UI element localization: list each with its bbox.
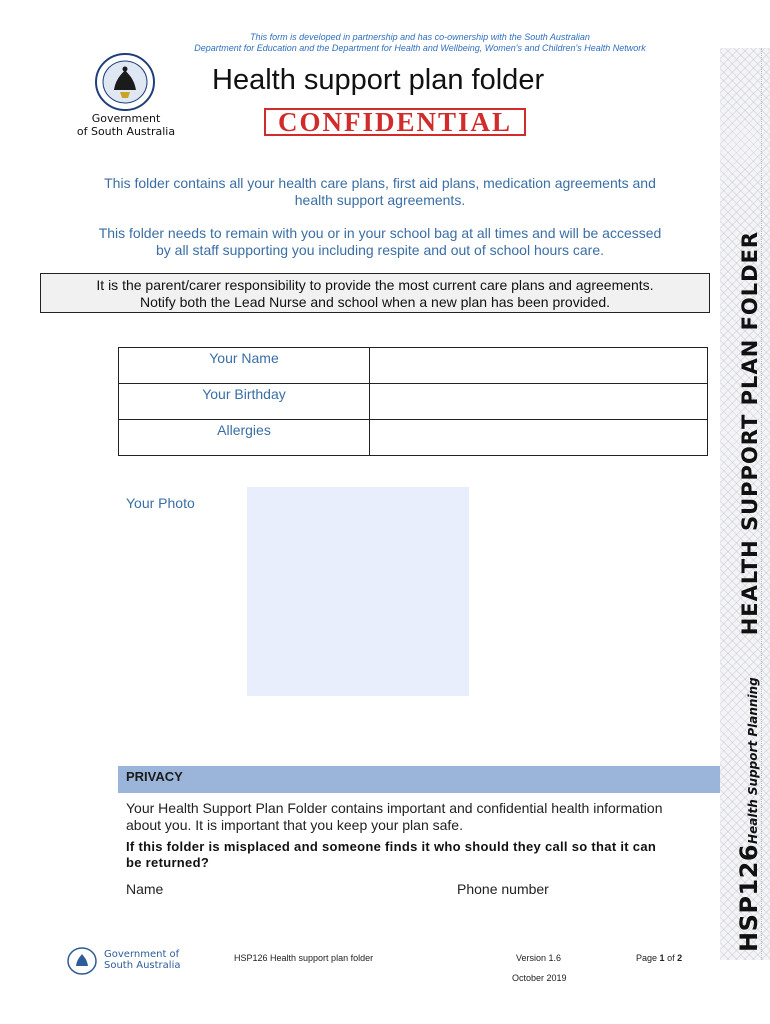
responsibility-line-2: Notify both the Lead Nurse and school when a new plan has been provided.: [139, 294, 611, 310]
contact-phone-label: Phone number: [457, 881, 549, 897]
table-row: [119, 384, 708, 420]
footer-gov-line-2: South Australia: [104, 960, 181, 971]
government-of-south-australia-text: [60, 112, 192, 138]
contact-name-label: Name: [126, 881, 164, 897]
page-prefix: Page: [636, 953, 658, 963]
intro-p1-line-2: health support agreements.: [294, 192, 466, 208]
student-details-table: [118, 347, 708, 456]
confidential-stamp: CONFIDENTIAL: [264, 108, 526, 136]
intro-p2-line-1: This folder needs to remain with you or in your school bag at all times and will be accessed: [98, 225, 662, 241]
your-name-field[interactable]: [370, 348, 708, 384]
government-crest-logo: [92, 52, 158, 112]
page-total: 2: [677, 953, 683, 963]
your-birthday-label: Your Birthday: [119, 384, 370, 420]
footer-version: Version 1.6: [516, 953, 562, 963]
your-name-label: Your Name: [119, 348, 370, 384]
partnership-note-line-2: Department for Education and the Department for Health and Wellbeing, Women's and Children's Health Network: [194, 43, 646, 53]
partnership-note-line-1: This form is developed in partnership and has co-ownership with the South Australian: [250, 32, 590, 42]
page-title: Health support plan folder: [212, 64, 545, 96]
privacy-question: [126, 839, 732, 871]
privacy-text-line-1: Your Health Support Plan Folder contains important and confidential health information: [126, 800, 663, 816]
allergies-field[interactable]: [370, 420, 708, 456]
responsibility-line-1: It is the parent/carer responsibility to provide the most current care plans and agreements.: [96, 277, 654, 293]
side-main-title: HEALTH SUPPORT PLAN FOLDER: [738, 230, 762, 636]
intro-paragraph-1: [50, 175, 710, 209]
footer-date: October 2019: [512, 973, 567, 983]
allergies-label: Allergies: [119, 420, 370, 456]
privacy-heading: PRIVACY: [118, 766, 730, 793]
footer-crest-logo: [66, 946, 98, 976]
footer-government-text: [104, 949, 180, 971]
table-row: [119, 420, 708, 456]
footer-gov-line-1: Government of: [104, 949, 180, 960]
table-row: [119, 348, 708, 384]
privacy-question-line-2: be returned?: [126, 855, 210, 870]
side-subtitle: Health Support Planning: [746, 677, 760, 844]
footer-page-number: [636, 953, 682, 963]
gov-line-1: Government: [91, 112, 161, 125]
gov-line-2: of South Australia: [76, 125, 176, 138]
page-of: of: [667, 953, 675, 963]
your-birthday-field[interactable]: [370, 384, 708, 420]
privacy-question-line-1: If this folder is misplaced and someone finds it who should they call so that it can: [126, 839, 657, 854]
your-photo-label: Your Photo: [126, 495, 195, 511]
intro-p1-line-1: This folder contains all your health care plans, first aid plans, medication agreements and: [104, 175, 656, 191]
privacy-text: [126, 800, 726, 834]
footer-doc-title: HSP126 Health support plan folder: [234, 953, 374, 963]
page-current: 1: [659, 953, 665, 963]
photo-placeholder[interactable]: [247, 487, 469, 696]
side-form-code: HSP126: [735, 843, 763, 952]
privacy-text-line-2: about you. It is important that you keep your plan safe.: [126, 817, 463, 833]
intro-p2-line-2: by all staff supporting you including respite and out of school hours care.: [155, 242, 604, 258]
partnership-note: [120, 32, 720, 54]
responsibility-notice: [40, 273, 710, 313]
side-folder-title: [735, 231, 763, 952]
intro-paragraph-2: [50, 225, 710, 259]
